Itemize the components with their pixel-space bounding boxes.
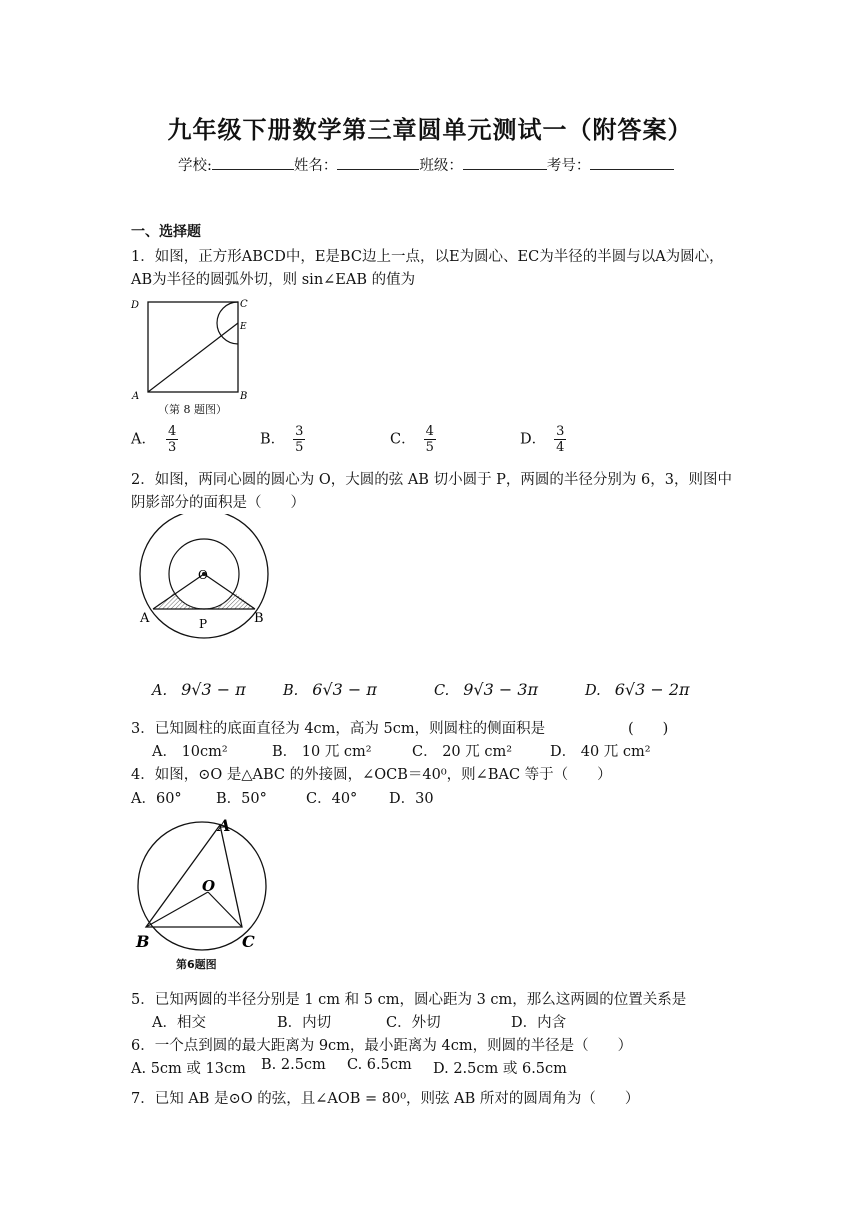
- q6-text: 6．一个点到圆的最大距离为 9cm，最小距离为 4cm，则圆的半径是（ ）: [131, 1038, 633, 1054]
- exam-no-blank: [590, 155, 674, 170]
- label-o: O: [198, 568, 208, 582]
- q3-text: 3．已知圆柱的底面直径为 4cm，高为 5cm，则圆柱的侧面积是: [131, 721, 546, 737]
- q1-option-c: C． $\frac{4}{5}$: [390, 424, 434, 455]
- label-a: A: [140, 611, 150, 626]
- label-b: B: [136, 932, 150, 951]
- name-label: 姓名：: [293, 158, 338, 174]
- q3-option-b: B． 10 兀 cm²: [272, 744, 372, 760]
- school-blank: [212, 155, 294, 170]
- label-a: A: [132, 391, 140, 400]
- q4-circumcircle-figure: [132, 812, 272, 960]
- q4-text: 4．如图，⊙O 是△ABC 的外接圆，∠OCB＝40⁰，则∠BAC 等于（ ）: [131, 767, 612, 783]
- q4-option-d: D．30: [389, 791, 434, 807]
- label-c: C: [240, 299, 248, 310]
- q1-text-line2: AB为半径的圆弧外切，则 sin∠EAB 的值为: [131, 272, 416, 288]
- label-b: B: [254, 611, 264, 626]
- q6-option-b: B. 2.5cm: [261, 1057, 326, 1073]
- square-abcd: [148, 302, 238, 392]
- q6-option-a: A. 5cm 或 13cm: [131, 1061, 246, 1077]
- q1-text-line1: 1．如图，正方形ABCD中，E是BC边上一点，以E为圆心、EC为半径的半圆与以A为圆心，: [131, 249, 724, 265]
- q1-option-a: A． $\frac{4}{3}$: [131, 424, 177, 455]
- q2-text-line2: 阴影部分的面积是（ ）: [131, 495, 305, 511]
- q3-option-d: D． 40 兀 cm²: [550, 744, 651, 760]
- q1-option-b: B． $\frac{3}{5}$: [260, 424, 304, 455]
- q1-figure-caption: （第 8 题图）: [158, 403, 227, 416]
- q6-option-d: D. 2.5cm 或 6.5cm: [433, 1061, 567, 1077]
- label-d: D: [131, 300, 140, 311]
- q2-concentric-circles-figure: [134, 514, 274, 640]
- q5-option-c: C．外切: [386, 1015, 441, 1031]
- student-info-line: [178, 154, 674, 175]
- segment-oc: [208, 892, 242, 927]
- q4-option-c: C．40°: [306, 791, 358, 807]
- q4-figure-caption: 第6题图: [176, 958, 217, 971]
- q4-option-b: B．50°: [216, 791, 267, 807]
- label-c: C: [242, 932, 255, 951]
- q5-option-a: A．相交: [152, 1015, 206, 1031]
- page-title: 九年级下册数学第三章圆单元测试一（附答案）: [167, 115, 693, 144]
- q5-option-d: D．内含: [511, 1015, 567, 1031]
- shaded-region: [153, 592, 255, 610]
- q2-option-c: C. 9√3 − 3π: [434, 680, 539, 699]
- label-b: B: [240, 391, 248, 400]
- segment-ob: [146, 892, 208, 927]
- q5-option-b: B．内切: [277, 1015, 332, 1031]
- q3-answer-paren: ( ): [628, 721, 669, 737]
- q1-square-figure: [128, 296, 258, 400]
- q4-option-a: A．60°: [131, 791, 182, 807]
- q2-text-line1: 2．如图，两同心圆的圆心为 O，大圆的弦 AB 切小圆于 P，两圆的半径分别为 6，3，则图中: [131, 472, 732, 488]
- q2-option-b: B. 6√3 − π: [283, 680, 377, 699]
- q7-text: 7．已知 AB 是⊙O 的弦，且∠AOB = 80⁰，则弦 AB 所对的圆周角为（ ）: [131, 1091, 640, 1107]
- line-ae: [148, 323, 238, 392]
- q2-option-a: A. 9√3 − π: [152, 680, 246, 699]
- q6-option-c: C. 6.5cm: [347, 1057, 412, 1073]
- label-e: E: [240, 322, 247, 332]
- label-o: O: [202, 877, 216, 895]
- name-blank: [337, 155, 419, 170]
- school-label: 学校:: [178, 158, 212, 174]
- class-blank: [463, 155, 547, 170]
- exam-no-label: 考号：: [546, 158, 591, 174]
- class-label: 班级：: [419, 158, 463, 174]
- label-a: A: [218, 816, 231, 835]
- q2-option-d: D. 6√3 − 2π: [585, 680, 690, 699]
- q1-option-d: D． $\frac{3}{4}$: [520, 424, 565, 455]
- q3-option-c: C． 20 兀 cm²: [412, 744, 513, 760]
- semicircle-e: [217, 302, 238, 344]
- q5-text: 5．已知两圆的半径分别是 1 cm 和 5 cm，圆心距为 3 cm，那么这两圆的位置关系是: [131, 992, 687, 1008]
- q3-option-a: A． 10cm²: [152, 744, 228, 760]
- label-p: P: [199, 617, 208, 631]
- section-heading: 一、选择题: [131, 224, 201, 240]
